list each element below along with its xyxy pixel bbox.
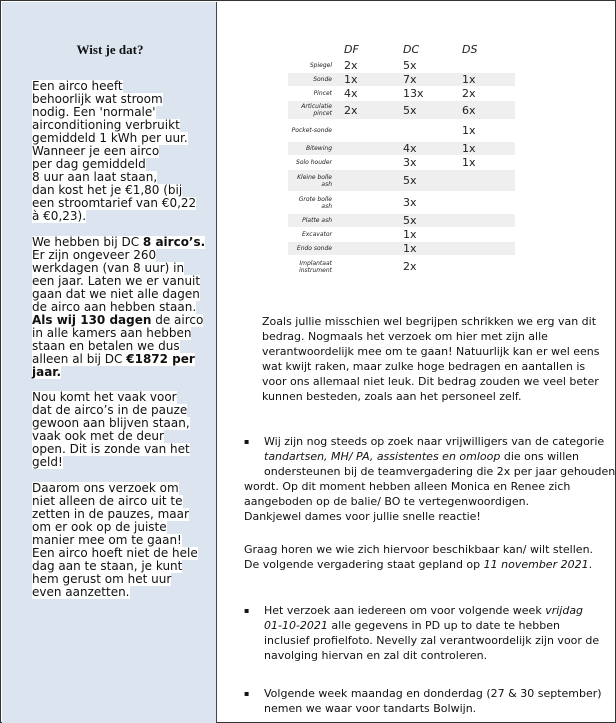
df-count-cell: [338, 256, 397, 278]
text-line: gewoon aan blijven staan,: [32, 416, 190, 430]
text-line: voor ons allemaal niet leuk. Dit bedrag zouden we veel beter: [262, 375, 599, 388]
table-row: [288, 256, 515, 278]
table-header-row: [288, 42, 515, 59]
tool-name-cell: Sonde: [288, 73, 338, 87]
italic-text: vrijdag: [545, 604, 584, 617]
dc-count-cell: 5x: [397, 214, 456, 228]
sidebar: [2, 2, 217, 723]
text-line: [32, 366, 61, 379]
ds-count-cell: 1x: [456, 73, 515, 87]
tool-name-cell: Solo houder: [296, 159, 332, 166]
text-fragment: .: [588, 558, 593, 571]
table-row: [288, 156, 515, 170]
tool-name-cell: Pincet: [313, 90, 332, 97]
table-row: [288, 101, 515, 120]
table-row: [288, 170, 515, 192]
tool-name-cell: Implantaat instrument: [299, 259, 332, 274]
bullet-item-profile-update: [244, 603, 604, 663]
text-line: [264, 603, 604, 618]
main-paragraph-2: [244, 542, 592, 572]
table-row: [288, 214, 515, 228]
dc-count-cell: 1x: [403, 228, 417, 241]
dc-count-cell: 13x: [403, 87, 424, 100]
table-row: [288, 192, 515, 214]
tool-name-cell: Platte ash: [288, 214, 338, 228]
text-line: een jaar. Laten we er vanuit: [32, 274, 201, 288]
tool-name-cell: Excavator: [301, 231, 332, 238]
ds-count-cell: [456, 170, 515, 192]
text-fragment: Het verzoek aan iedereen om voor volgende week: [264, 604, 546, 617]
highlight-text: 8 airco’s.: [142, 235, 206, 249]
text-line: Een airco hoeft niet de hele: [32, 546, 198, 560]
sidebar-paragraph-4: [32, 482, 197, 599]
text-line: inclusief profielfoto. Nevelly zal verantwoordelijk zijn voor de: [264, 634, 600, 647]
text-line: Volgende week maandag en donderdag (27 & 30 september): [264, 687, 602, 700]
column-header: DS: [462, 42, 478, 56]
text-fragment: De volgende vergadering staat gepland op: [244, 558, 484, 571]
ds-count-cell: [456, 256, 515, 278]
dc-count-cell: 3x: [403, 156, 417, 169]
bullet-icon: ▪: [244, 606, 250, 615]
ds-count-cell: [456, 214, 515, 228]
text-line: Dankjewel dames voor jullie snelle reactie!: [244, 510, 481, 523]
text-fragment: alleen al bij DC: [32, 352, 127, 366]
text-line: Zoals jullie misschien wel begrijpen schrikken we erg van dit: [262, 315, 597, 328]
column-header: DC: [403, 42, 420, 56]
ds-count-cell: [456, 228, 515, 242]
text-line: [264, 618, 604, 633]
text-line: even aanzetten.: [32, 585, 130, 599]
tool-name-cell: Grote bolle ash: [298, 195, 332, 210]
text-line: per dag gemiddeld: [32, 157, 146, 171]
meeting-date: 11 november 2021: [483, 558, 589, 571]
df-count-cell: [338, 120, 397, 142]
df-count-cell: [338, 214, 397, 228]
highlight-text: 130 dagen: [80, 313, 152, 327]
bullet-icon: ▪: [244, 437, 250, 446]
text-line: dan kost het je €1,80 (bij: [32, 183, 183, 197]
text-line: Daarom ons verzoek om: [32, 481, 179, 495]
highlight-text: €1872 per: [126, 352, 195, 366]
ds-count-cell: [456, 242, 515, 256]
text-line: vaak ook met de deur: [32, 429, 164, 443]
sidebar-paragraph-1: [32, 80, 197, 223]
ds-count-cell: 6x: [456, 101, 515, 120]
text-line: gemiddeld 1 kWh per uur.: [32, 131, 188, 145]
dc-count-cell: [397, 120, 456, 142]
text-line: Een airco heeft: [32, 79, 123, 93]
text-line: Wij zijn nog steeds op zoek naar vrijwilligers van de categorie: [264, 435, 605, 448]
text-line: [264, 449, 604, 464]
text-line: kunnen besteden, zoals aan het personeel zelf.: [262, 390, 522, 403]
tool-name-cell: Articulatie pincet: [288, 101, 338, 120]
df-count-cell: [338, 242, 397, 256]
text-line: aangeboden op de balie/ BO te vertegenwoordigen.: [244, 495, 530, 508]
dc-count-cell: 2x: [403, 260, 417, 273]
table-row: [288, 228, 515, 242]
text-line: hem gerust om het uur: [32, 572, 172, 586]
dc-count-cell: 7x: [397, 73, 456, 87]
deadline-date: 01-10-2021: [264, 619, 328, 632]
df-count-cell: 4x: [344, 87, 358, 100]
df-count-cell: [338, 170, 397, 192]
df-count-cell: [338, 228, 397, 242]
ds-count-cell: 1x: [462, 156, 476, 169]
df-count-cell: [338, 156, 397, 170]
text-line: navolging hiervan en zal dit controleren.: [264, 649, 488, 662]
text-fragment: die ons willen: [500, 450, 579, 463]
text-line: gaan dat we niet alle dagen: [32, 287, 200, 301]
text-line: nemen we waar voor tandarts Bolwijn.: [264, 702, 477, 715]
df-count-cell: [338, 142, 397, 156]
text-line: [244, 557, 592, 572]
text-line: nodig. Een 'normale': [32, 105, 156, 119]
tool-name-cell: Kleine bolle ash: [288, 170, 338, 192]
text-line: om er ook op de juiste: [32, 520, 167, 534]
text-line: Graag horen we wie zich hiervoor beschikbaar kan/ wilt stellen.: [244, 543, 594, 556]
table-row: [288, 242, 515, 256]
text-line: à €0,23).: [32, 209, 87, 223]
table-row: [288, 142, 515, 156]
text-line: manier mee om te gaan!: [32, 533, 182, 547]
text-line: zetten in de pauzes, maar: [32, 507, 189, 521]
bullet-item-replacement: [244, 686, 604, 716]
highlight-text: Als wij: [32, 313, 81, 327]
column-header: DF: [344, 42, 359, 56]
text-line: dat de airco’s in de pauze: [32, 403, 188, 417]
text-line: airconditioning verbruikt: [32, 118, 180, 132]
dc-count-cell: 3x: [403, 196, 417, 209]
text-line: in alle kamers aan hebben: [32, 326, 192, 340]
ds-count-cell: 1x: [462, 124, 476, 137]
text-line: 8 uur aan laat staan,: [32, 170, 158, 184]
df-count-cell: 2x: [338, 101, 397, 120]
text-line: de airco aan hebben staan.: [32, 300, 197, 314]
ds-count-cell: [456, 59, 515, 73]
sidebar-paragraph-2: [32, 235, 206, 379]
text-line: niet alleen de airco uit te: [32, 494, 183, 508]
italic-text: tandartsen, MH/ PA, assistentes en omloop: [264, 450, 501, 463]
dc-count-cell: 1x: [397, 242, 456, 256]
dc-count-cell: 5x: [403, 59, 417, 72]
ds-count-cell: 1x: [456, 142, 515, 156]
tool-name-cell: Bitewing: [288, 142, 338, 156]
text-line: Wanneer je een airco: [32, 144, 160, 158]
dc-count-cell: 5x: [397, 170, 456, 192]
text-line: Er zijn ongeveer 260: [32, 248, 157, 262]
instrument-table: [288, 42, 515, 278]
table-row: [288, 120, 515, 142]
df-count-cell: 2x: [344, 59, 358, 72]
sidebar-title: Wist je dat?: [76, 42, 144, 57]
sidebar-paragraph-3: [32, 391, 197, 469]
text-line: geld!: [32, 455, 63, 469]
text-line: wordt. Op dit moment hebben alleen Monica en Renee zich: [244, 480, 571, 493]
ds-count-cell: [456, 192, 515, 214]
dc-count-cell: 4x: [397, 142, 456, 156]
bullet-item-volunteers: [244, 434, 616, 524]
table-row: [288, 59, 515, 73]
ds-count-cell: 2x: [462, 87, 476, 100]
text-line: ondersteunen bij de teamvergadering die 2x per jaar gehouden: [264, 465, 616, 478]
bullet-icon: ▪: [244, 689, 250, 698]
text-line: staan en betalen we dus: [32, 339, 180, 353]
dc-count-cell: 5x: [397, 101, 456, 120]
text-line: Nou komt het vaak voor: [32, 390, 177, 404]
highlight-text: jaar.: [32, 365, 62, 379]
tool-name-cell: Endo sonde: [288, 242, 338, 256]
text-fragment: de airco: [151, 313, 204, 327]
tool-name-cell: Spiegel: [309, 62, 332, 69]
table-row: [288, 87, 515, 101]
text-line: een stroomtarief van €0,22: [32, 196, 197, 210]
df-count-cell: 1x: [338, 73, 397, 87]
text-line: verantwoordelijk mee om te gaan! Natuurlijk kan er wel eens: [262, 345, 600, 358]
text-line: werkdagen (van 8 uur) in: [32, 261, 185, 275]
text-line: bedrag. Nogmaals het verzoek om hier met zijn alle: [262, 330, 548, 343]
df-count-cell: [338, 192, 397, 214]
table-row: [288, 73, 515, 87]
main-content: [218, 2, 614, 722]
main-paragraph-1: [262, 314, 602, 404]
text-line: dag aan te staan, je kunt: [32, 559, 183, 573]
text-fragment: We hebben bij DC: [32, 235, 143, 249]
text-fragment: alle gegevens in PD up to date te hebben: [327, 619, 560, 632]
text-line: wat kwijt raken, maar zulke hoge bedragen en aantallen is: [262, 360, 586, 373]
text-line: behoorlijk wat stroom: [32, 92, 163, 106]
table-header-empty: [288, 42, 338, 59]
tool-name-cell: Pocket-sonde: [291, 127, 332, 134]
text-line: open. Dit is zonde van het: [32, 442, 190, 456]
